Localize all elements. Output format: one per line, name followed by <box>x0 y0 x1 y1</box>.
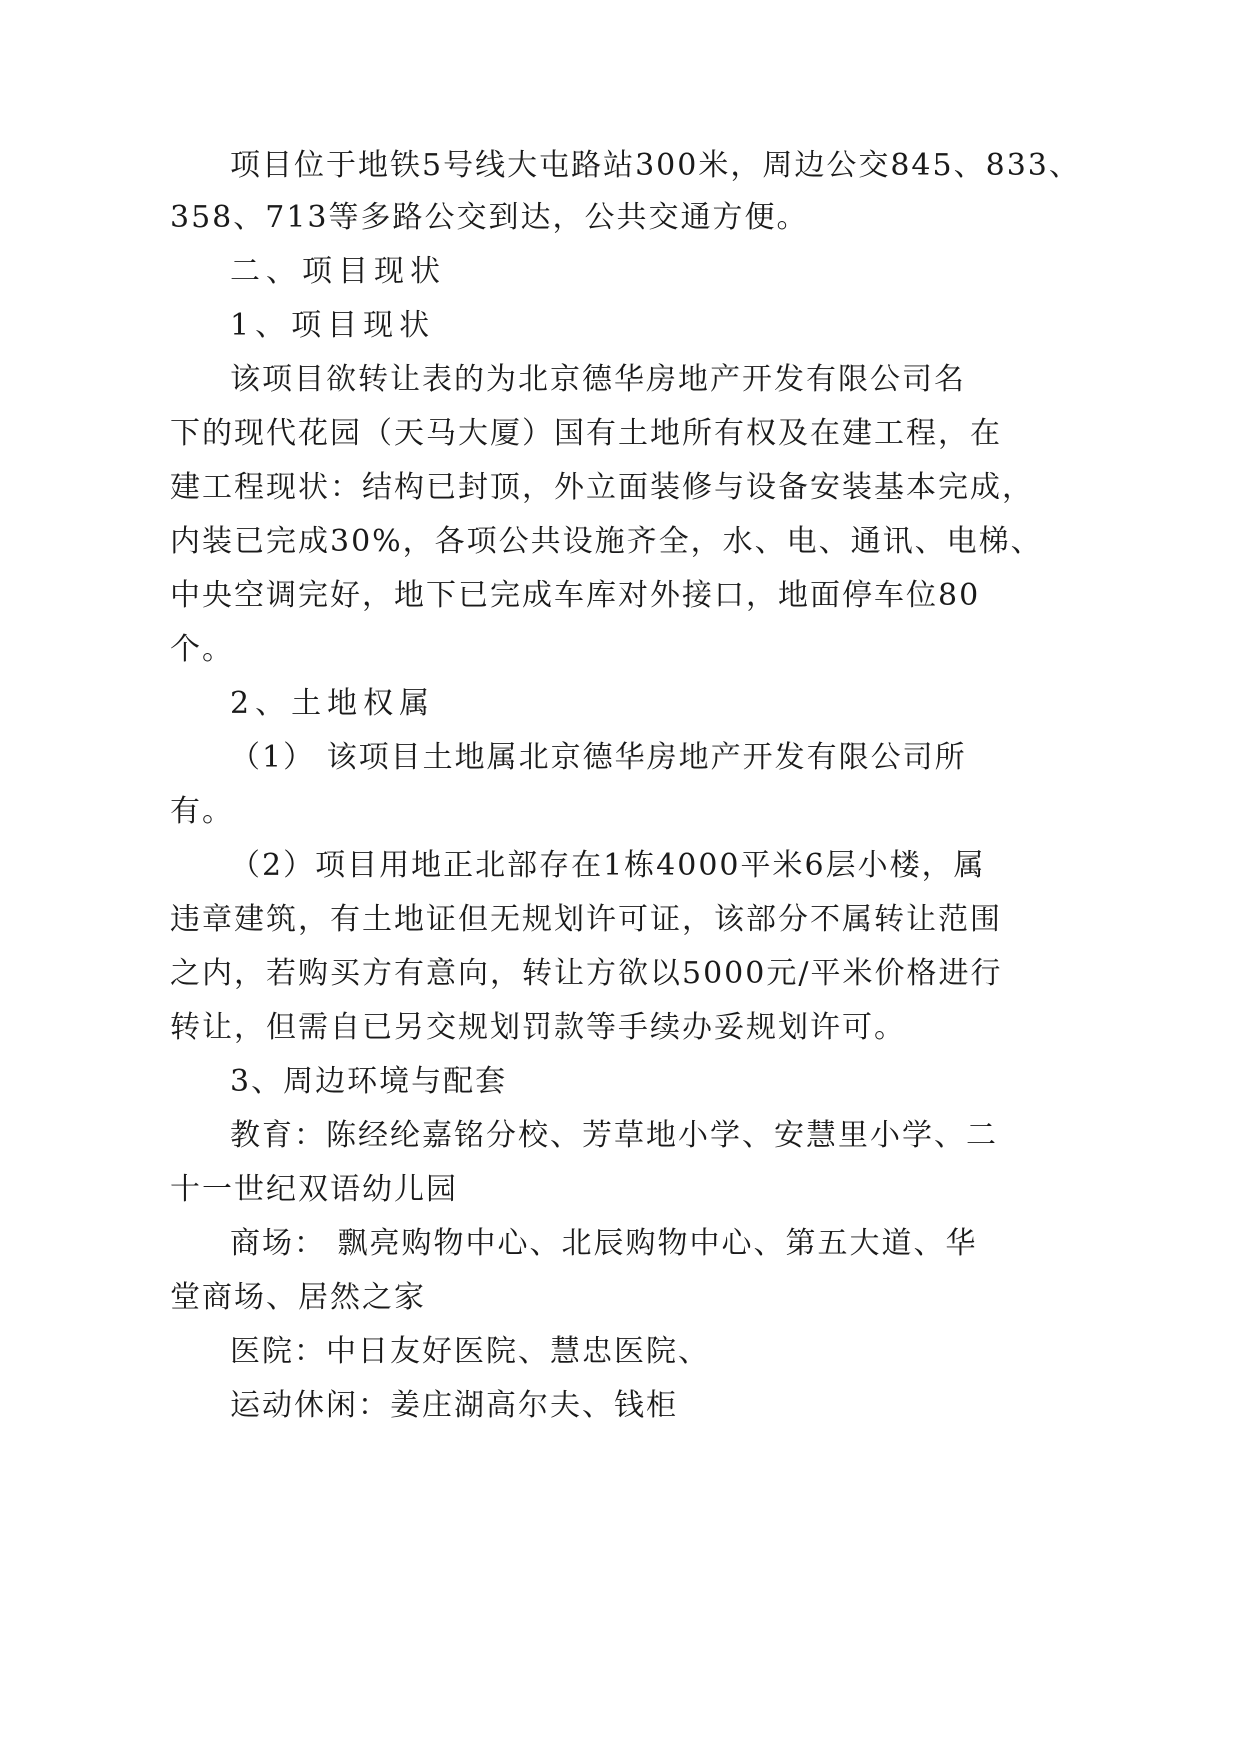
text-line: 教育：陈经纶嘉铭分校、芳草地小学、安慧里小学、二 <box>230 1118 998 1153</box>
text-line: 违章建筑，有土地证但无规划许可证，该部分不属转让范围 <box>170 902 1002 937</box>
text-line: 堂商场、居然之家 <box>170 1280 426 1315</box>
subsection-heading: 3、周边环境与配套 <box>230 1064 508 1099</box>
text-line: 转让，但需自已另交规划罚款等手续办妥规划许可。 <box>170 1010 906 1045</box>
text-line: 下的现代花园（天马大厦）国有土地所有权及在建工程，在 <box>170 416 1002 451</box>
text-line: 个。 <box>170 632 234 667</box>
text-line: 建工程现状：结构已封顶，外立面装修与设备安装基本完成， <box>170 470 1034 505</box>
text-line: 十一世纪双语幼儿园 <box>170 1172 458 1207</box>
text-line: 商场： 飘亮购物中心、北辰购物中心、第五大道、华 <box>230 1226 978 1261</box>
text-line: 该项目欲转让表的为北京德华房地产开发有限公司名 <box>230 362 966 397</box>
text-line: 运动休闲：姜庄湖高尔夫、钱柜 <box>230 1388 678 1423</box>
subsection-heading: 1、项目现状 <box>230 308 436 343</box>
text-line: 医院：中日友好医院、慧忠医院、 <box>230 1334 710 1369</box>
text-line: （2）项目用地正北部存在1栋4000平米6层小楼，属 <box>230 848 986 883</box>
text-line: 中央空调完好，地下已完成车库对外接口，地面停车位80 <box>170 578 981 613</box>
subsection-heading: 2、土地权属 <box>230 686 436 721</box>
text-line: 之内，若购买方有意向，转让方欲以5000元/平米价格进行 <box>170 956 1003 991</box>
text-line: 项目位于地铁5号线大屯路站300米，周边公交845、833、 <box>230 148 1081 183</box>
text-line: 358、713等多路公交到达，公共交通方便。 <box>170 200 809 235</box>
section-heading: 二、项目现状 <box>230 254 446 289</box>
text-line: 有。 <box>170 794 234 829</box>
text-line: （1） 该项目土地属北京德华房地产开发有限公司所 <box>230 740 967 775</box>
text-line: 内装已完成30%，各项公共设施齐全，水、电、通讯、电梯、 <box>170 524 1043 559</box>
